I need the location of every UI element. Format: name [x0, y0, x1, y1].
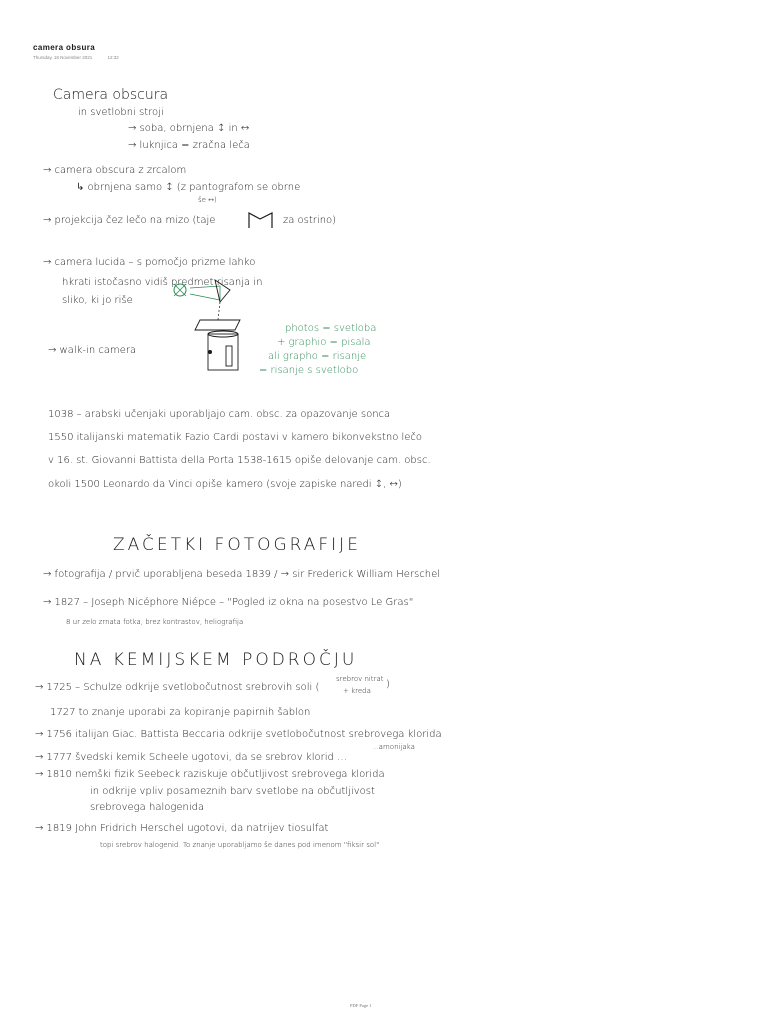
heading-camera-obscura: Camera obscura	[53, 87, 169, 103]
note-line: 8 ur zelo zrnata fotka, brez kontrastov, heliografija	[66, 618, 244, 626]
camera-lucida-sketch	[160, 268, 260, 378]
note-line: srebrovega halogenida	[90, 802, 205, 813]
note-line: in odkrije vpliv posameznih barv svetlobe na občutljivost	[90, 786, 375, 797]
note-line: ↳ obrnjena samo ↕ (z pantografom se obrne	[76, 182, 301, 193]
note-line: in svetlobni stroji	[78, 107, 164, 118]
note-line: → soba, obrnjena ↕ in ↔	[128, 123, 250, 134]
timeline-item: v 16. st. Giovanni Battista della Porta 1538-1615 opiše delovanje cam. obsc.	[48, 455, 431, 466]
greek-note: + graphio = pisala	[277, 337, 371, 348]
greek-note: photos = svetloba	[285, 323, 377, 334]
time-text: 12:32	[107, 55, 119, 60]
timeline-item: 1038 – arabski učenjaki uporabljajo cam. obsc. za opazovanje sonca	[48, 409, 391, 420]
date-text: Thursday, 18 November 2021	[33, 55, 93, 60]
note-line: še ↔)	[198, 196, 217, 204]
page-title: camera obsura	[33, 43, 96, 52]
note-line: sliko, ki jo riše	[62, 295, 133, 306]
note-line: → fotografija / prvič uporabljena beseda 1839 / → sir Frederick William Herschel	[43, 569, 441, 580]
bellows-icon	[246, 210, 276, 230]
note-line: → 1819 John Fridrich Herschel ugotovi, da natrijev tiosulfat	[35, 823, 329, 834]
note-line: 1727 to znanje uporabi za kopiranje papirnih šablon	[50, 707, 311, 718]
note-line: → 1756 italijan Giac. Battista Beccaria odkrije svetlobočutnost srebrovega klorida	[35, 729, 442, 740]
page-date	[33, 55, 133, 60]
heading-zacetki-fotografije: ZAČETKI FOTOGRAFIJE	[113, 535, 361, 555]
note-line: → walk-in camera	[48, 345, 137, 356]
note-line: za ostrino)	[283, 215, 337, 226]
note-line: → luknjica = zračna leča	[128, 140, 250, 151]
greek-note: ali grapho = risanje	[268, 351, 367, 362]
timeline-item: 1550 italijanski matematik Fazio Cardi postavi v kamero bikonvekstno lečo	[48, 432, 423, 443]
note-line: → 1810 nemški fizik Seebeck raziskuje občutljivost srebrovega klorida	[35, 769, 385, 780]
note-line: ...amonijaka	[372, 743, 415, 751]
page-footer: PDF Page 1	[350, 1003, 372, 1008]
timeline-item: okoli 1500 Leonardo da Vinci opiše kamero (svoje zapiske naredi ↕, ↔)	[48, 479, 402, 490]
greek-note: = risanje s svetlobo	[259, 365, 359, 376]
note-line: srebrov nitrat	[336, 675, 384, 683]
note-line: + kreda	[343, 687, 371, 695]
note-line: → 1827 – Joseph Nicéphore Niépce – "Pogled iz okna na posestvo Le Gras"	[43, 597, 414, 608]
heading-kemijsko-podrocje: NA KEMIJSKEM PODROČJU	[74, 650, 358, 670]
note-line: )	[386, 679, 390, 690]
note-line: → 1777 švedski kemik Scheele ugotovi, da se srebrov klorid …	[35, 752, 348, 763]
note-line: hkrati istočasno vidiš predmet risanja in	[62, 277, 263, 288]
note-line: topi srebrov halogenid. To znanje uporabljamo še danes pod imenom "fiksir sol"	[100, 841, 380, 849]
note-line: → 1725 – Schulze odkrije svetlobočutnost srebrovih soli (	[35, 682, 320, 693]
note-line: → camera obscura z zrcalom	[43, 165, 187, 176]
note-line: → projekcija čez lečo na mizo (taje	[43, 215, 216, 226]
note-line: → camera lucida – s pomočjo prizme lahko	[43, 257, 256, 268]
